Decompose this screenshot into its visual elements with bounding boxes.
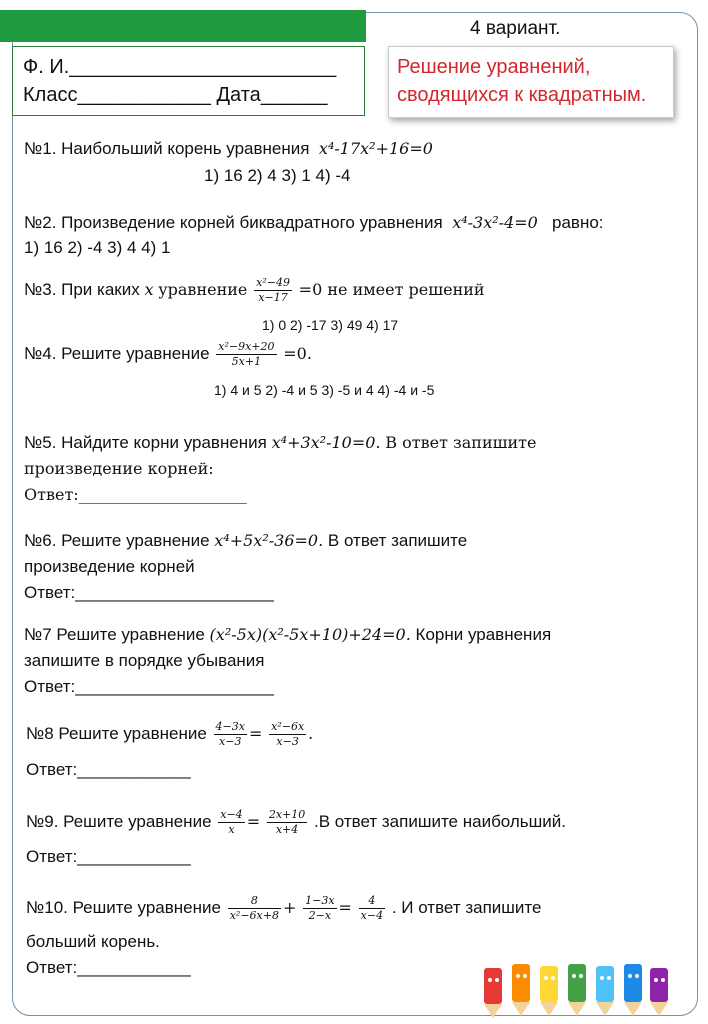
q1-options: 1) 16 2) 4 3) 1 4) -4 — [204, 166, 351, 185]
q8-denominator-right: x−3 — [276, 735, 299, 748]
question-7 — [24, 625, 551, 645]
q9-fraction-right — [267, 808, 307, 837]
topic-box — [388, 46, 674, 118]
q10-label: №10. Решите уравнение — [26, 897, 221, 917]
q5-answer[interactable]: Ответ:_____________________ — [24, 485, 247, 504]
q9-numerator-left: x−4 — [220, 808, 243, 821]
q6-equation: x⁴+5x²-36=0. — [214, 531, 324, 550]
q10-numerator-2: 1−3x — [305, 894, 335, 907]
q8-denominator-left: x−3 — [219, 735, 242, 748]
q4-options: 1) 4 и 5 2) -4 и 5 3) -5 и 4 4) -4 и -5 — [214, 382, 435, 398]
q10-denominator-3: x−4 — [360, 909, 384, 922]
q8-fraction-right — [269, 720, 306, 749]
q10-denominator-1: x²−6x+8 — [229, 909, 279, 922]
question-3 — [24, 276, 485, 305]
q9-label: №9. Решите уравнение — [26, 811, 212, 831]
q8-fraction-left — [214, 720, 247, 749]
q1-label: №1. Наибольший корень уравнения — [24, 139, 310, 158]
q9-numerator-right: 2x+10 — [268, 808, 306, 821]
q8-numerator-left: 4−3x — [215, 720, 245, 733]
q3-denominator: x−17 — [258, 291, 288, 304]
q10-fraction-3 — [359, 894, 385, 923]
q4-numerator: x²−9x+20 — [218, 340, 275, 353]
question-4 — [24, 340, 312, 369]
q9-tail: .В ответ запишите наибольший. — [313, 811, 567, 831]
question-2 — [24, 213, 604, 233]
q8-answer[interactable]: Ответ:____________ — [26, 760, 191, 779]
q3-label: №3. При каких — [24, 279, 140, 299]
q9-denominator-right: x+4 — [275, 823, 299, 836]
q4-label: №4. Решите уравнение — [24, 343, 210, 363]
q3-numerator: x²−49 — [256, 276, 290, 289]
header-bar — [0, 10, 366, 42]
pencil-lightblue-icon — [596, 966, 614, 1016]
q10-line-2: больший корень. — [26, 932, 160, 951]
pencil-yellow-icon — [540, 966, 558, 1016]
q7-equation: (x²-5x)(x²-5x+10)+24=0. — [209, 625, 411, 644]
q9-answer[interactable]: Ответ:____________ — [26, 847, 191, 866]
q6-line-2: произведение корней — [24, 557, 195, 576]
q7-line-2: запишите в порядке убывания — [24, 651, 265, 670]
class-date-line: Класс____________ Дата______ — [23, 84, 328, 106]
q10-fraction-1 — [228, 894, 281, 923]
question-10: №10. Решите уравнение $\frac{8}{\text{x²−6x+8}}$ + $\frac{1-3x}{2-x}$ = $\frac{4}{x-4}$ . И ответ запишите — [26, 894, 542, 922]
q6-tail: В ответ запишите — [327, 531, 468, 550]
q3-fraction — [254, 276, 292, 305]
q5-equation: x⁴+3x²-10=0. — [271, 433, 381, 452]
q10-tail: . И ответ запишите — [391, 897, 542, 917]
q10-denominator-2: 2−x — [308, 909, 332, 922]
q2-options: 1) 16 2) -4 3) 4 4) 1 — [24, 238, 171, 257]
pencil-green-icon — [568, 964, 586, 1016]
question-8: №8 Решите уравнение $\frac{4-3x}{x-3}$ = $\frac{\text{x²−6x}}{x-3}$ . — [26, 720, 314, 748]
pencils-illustration — [476, 960, 676, 1020]
q4-after: =0. — [283, 343, 312, 363]
q2-tail: равно: — [552, 213, 604, 232]
q7-label: №7 Решите уравнение — [24, 625, 205, 644]
q9-denominator-left: x — [228, 823, 235, 836]
pencil-red-icon — [484, 968, 502, 1018]
q5-tail: В ответ запишите — [385, 433, 537, 452]
q9-fraction-left — [218, 808, 244, 837]
q6-answer[interactable]: Ответ:_____________________ — [24, 583, 274, 602]
q7-tail: Корни уравнения — [415, 625, 552, 644]
q10-numerator-3: 4 — [359, 894, 385, 909]
q2-label: №2. Произведение корней биквадратного уравнения — [24, 213, 443, 232]
q1-equation: x⁴-17x²+16=0 — [318, 139, 433, 158]
name-line: Ф. И.________________________ — [23, 56, 337, 78]
q8-label: №8 Решите уравнение — [26, 723, 207, 743]
q10-answer[interactable]: Ответ:____________ — [26, 958, 191, 977]
q10-numerator-1: 8 — [228, 894, 281, 909]
topic-line-2: сводящихся к квадратным. — [397, 84, 647, 106]
q3-options: 1) 0 2) -17 3) 49 4) 17 — [262, 317, 399, 333]
variant-label: 4 вариант. — [470, 18, 561, 39]
question-5 — [24, 433, 536, 453]
student-info-box — [12, 46, 365, 116]
q7-answer[interactable]: Ответ:_____________________ — [24, 677, 274, 696]
question-6 — [24, 531, 467, 551]
pencil-blue-icon — [624, 964, 642, 1016]
q4-denominator: 5x+1 — [231, 355, 262, 368]
question-1 — [24, 139, 433, 159]
q5-label: №5. Найдите корни уравнения — [24, 433, 267, 452]
q4-fraction — [216, 340, 276, 369]
pencil-orange-icon — [512, 964, 530, 1016]
q10-fraction-2 — [303, 894, 336, 923]
q3-mid: уравнение — [158, 279, 248, 299]
q3-after: =0 не имеет решений — [298, 279, 485, 299]
question-9: №9. Решите уравнение $\frac{x-4}{x}$ = $\frac{2x+10}{x+4}$ .В ответ запишите наибольший. — [26, 808, 567, 836]
q2-equation: x⁴-3x²-4=0 — [452, 213, 538, 232]
q3-variable: x — [144, 279, 154, 299]
q8-numerator-right: x²−6x — [271, 720, 305, 733]
pencil-purple-icon — [650, 968, 668, 1016]
topic-line-1: Решение уравнений, — [397, 56, 591, 78]
q5-line-2: произведение корней: — [24, 459, 214, 478]
q6-label: №6. Решите уравнение — [24, 531, 210, 550]
